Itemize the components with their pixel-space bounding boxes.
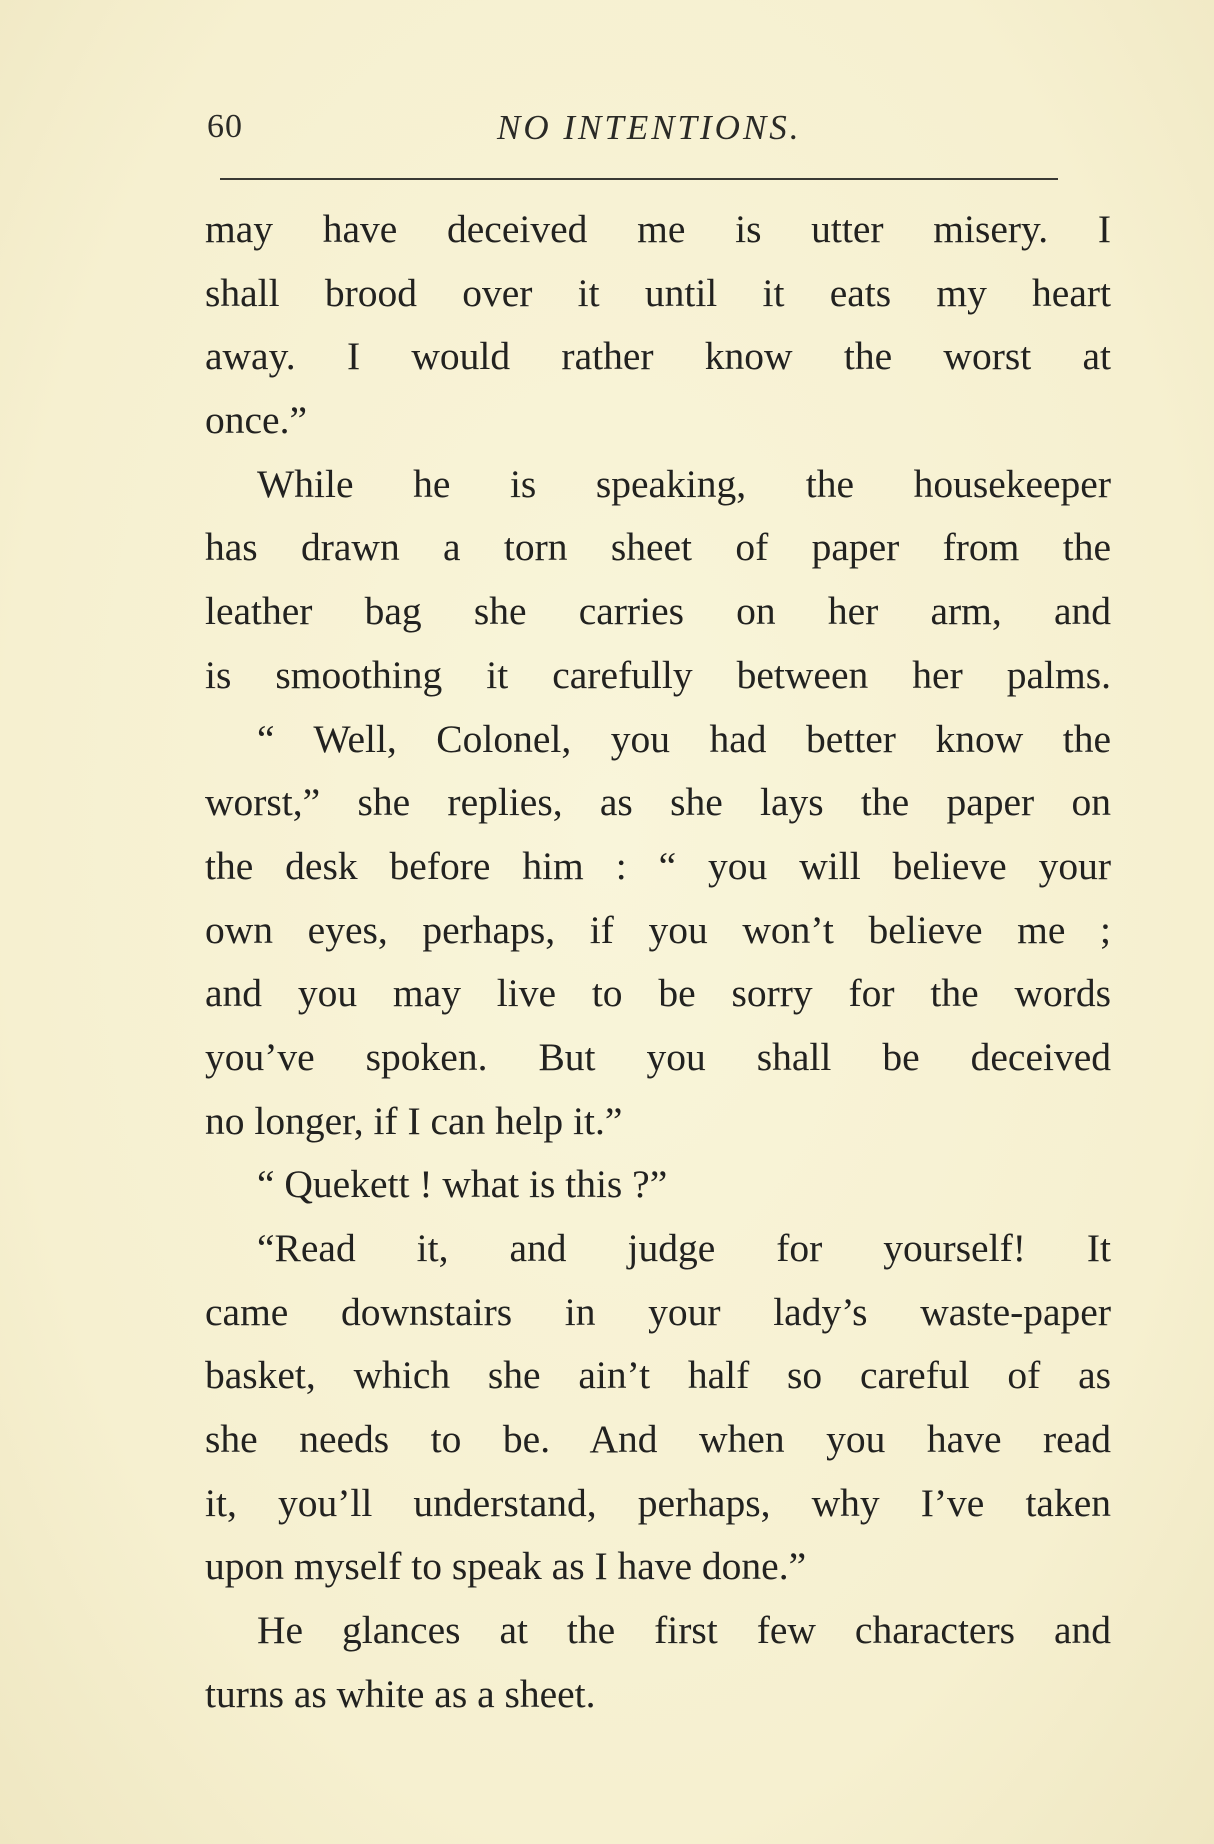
text-line: “Read it, and judge for yourself! It [257, 1226, 1111, 1270]
page-number: 60 [207, 108, 243, 145]
text-line: has drawn a torn sheet of paper from the [205, 525, 1111, 570]
text-line: may have deceived me is utter misery. I [205, 207, 1111, 251]
text-line: own eyes, perhaps, if you won’t believe me ; [205, 907, 1111, 952]
text-line: once.” [205, 398, 307, 443]
header-rule [220, 178, 1058, 180]
text-line: away. I would rather know the worst at [205, 334, 1111, 379]
text-line: shall brood over it until it eats my heart [205, 270, 1111, 315]
text-line: she needs to be. And when you have read [205, 1417, 1111, 1462]
text-line: He glances at the first few characters and [257, 1608, 1111, 1653]
running-title: NO INTENTIONS. [497, 108, 802, 147]
text-line: “ Quekett ! what is this ?” [257, 1162, 668, 1207]
text-line: turns as white as a sheet. [205, 1671, 596, 1716]
text-line: While he is speaking, the housekeeper [257, 461, 1111, 506]
text-line: upon myself to speak as I have done.” [205, 1544, 807, 1589]
text-line: worst,” she replies, as she lays the paper on [205, 780, 1111, 825]
text-line: you’ve spoken. But you shall be deceived [205, 1034, 1111, 1079]
text-line: came downstairs in your lady’s waste-paper [205, 1289, 1111, 1334]
text-line: no longer, if I can help it.” [205, 1098, 623, 1143]
text-line: the desk before him : “ you will believe your [205, 843, 1111, 888]
text-line: basket, which she ain’t half so careful of as [205, 1353, 1111, 1398]
body-text [205, 198, 1111, 1727]
text-line: and you may live to be sorry for the words [205, 971, 1111, 1016]
text-line: leather bag she carries on her arm, and [205, 589, 1111, 634]
text-line: it, you’ll understand, perhaps, why I’ve taken [205, 1480, 1111, 1525]
page-header [207, 108, 1057, 158]
text-line: “ Well, Colonel, you had better know the [257, 716, 1111, 761]
text-line: is smoothing it carefully between her palms. [205, 652, 1111, 697]
